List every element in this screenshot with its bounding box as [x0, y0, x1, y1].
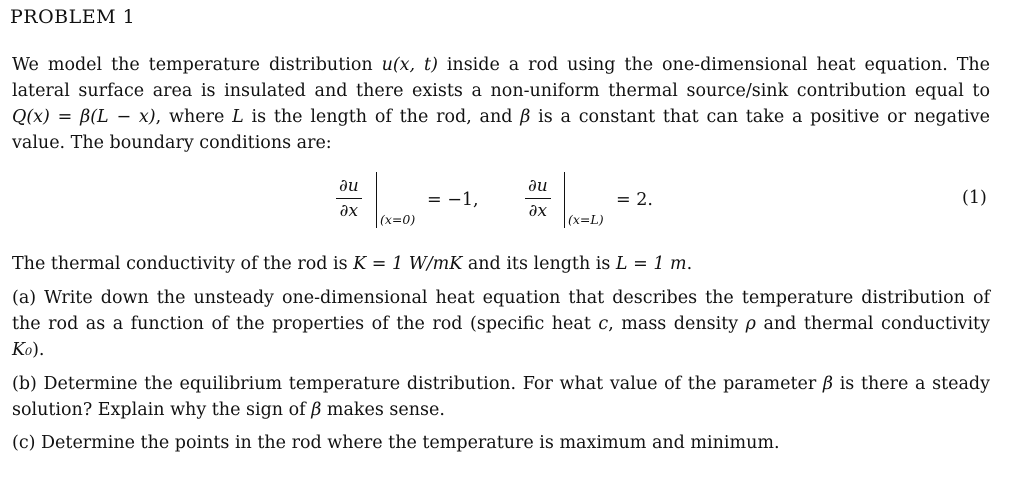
part-a	[12, 285, 990, 363]
part-c-text: (c) Determine the points in the rod where the temperature is maximum and minimum.	[12, 433, 780, 453]
intro-text-3: , where	[155, 107, 233, 127]
intro-paragraph	[12, 52, 990, 156]
beta-symbol: β	[520, 107, 531, 127]
derivative-2-denominator: ∂x	[528, 201, 548, 221]
fraction-bar-2	[525, 198, 551, 199]
intro-text-2: inside a rod using the one-dimensional heat equation. The lateral surface area is insulated and there exists a non-uniform thermal source/sink contribution equal to	[12, 55, 990, 101]
rhs-value-1: = −1,	[427, 190, 479, 210]
beta-symbol-b2: β	[311, 400, 322, 420]
condition-xL: (x=L)	[568, 212, 604, 227]
conductivity-text-1: The thermal conductivity of the rod is	[12, 254, 354, 274]
eval-bar-2	[564, 172, 565, 228]
conductivity-k0-symbol: K₀	[12, 340, 33, 360]
source-expression: Q(x) = β(L − x)	[12, 107, 156, 127]
problem-title: PROBLEM 1	[10, 6, 136, 28]
part-a-text-1: (a) Write down the unsteady one-dimensional heat equation that describes the temperature distribution of the rod as a function of the properties of the rod (specific heat	[12, 288, 990, 334]
part-b	[12, 371, 990, 423]
eval-bar-1	[376, 172, 377, 228]
part-b-text-1: (b) Determine the equilibrium temperature distribution. For what value of the parameter	[12, 374, 823, 394]
derivative-2-numerator: ∂u	[528, 176, 548, 196]
equation-number: (1)	[962, 188, 987, 208]
derivative-1-numerator: ∂u	[339, 176, 359, 196]
fraction-bar-1	[336, 198, 362, 199]
derivative-2	[525, 176, 551, 221]
part-a-text-3: and thermal conductivity	[755, 314, 990, 334]
rhs-value-2: = 2.	[616, 190, 653, 210]
conductivity-line	[12, 251, 990, 277]
part-b-text-2: is there a steady solution? Explain why the sign of	[12, 374, 990, 420]
part-a-text-4: ).	[32, 340, 45, 360]
function-u: u(x, t)	[381, 55, 438, 75]
condition-x0: (x=0)	[380, 212, 416, 227]
derivative-1	[336, 176, 362, 221]
part-c	[12, 430, 990, 456]
boundary-conditions-equation	[0, 168, 1024, 234]
conductivity-text-2: and its length is	[462, 254, 616, 274]
length-symbol: L	[232, 107, 244, 127]
conductivity-text-3: .	[686, 254, 693, 274]
specific-heat-symbol: c	[598, 314, 609, 334]
intro-text-1: We model the temperature distribution	[12, 55, 382, 75]
intro-text-4: is the length of the rod, and	[243, 107, 521, 127]
density-symbol: ρ	[745, 314, 756, 334]
derivative-1-denominator: ∂x	[339, 201, 359, 221]
beta-symbol-b1: β	[822, 374, 834, 394]
intro-text-5: is a constant that can take a positive or negative value. The boundary conditions are:	[12, 107, 990, 153]
part-a-text-2: , mass density	[608, 314, 746, 334]
length-value: L = 1 m	[615, 254, 687, 274]
part-b-text-3: makes sense.	[321, 400, 445, 420]
conductivity-value: K = 1 W/mK	[353, 254, 463, 274]
